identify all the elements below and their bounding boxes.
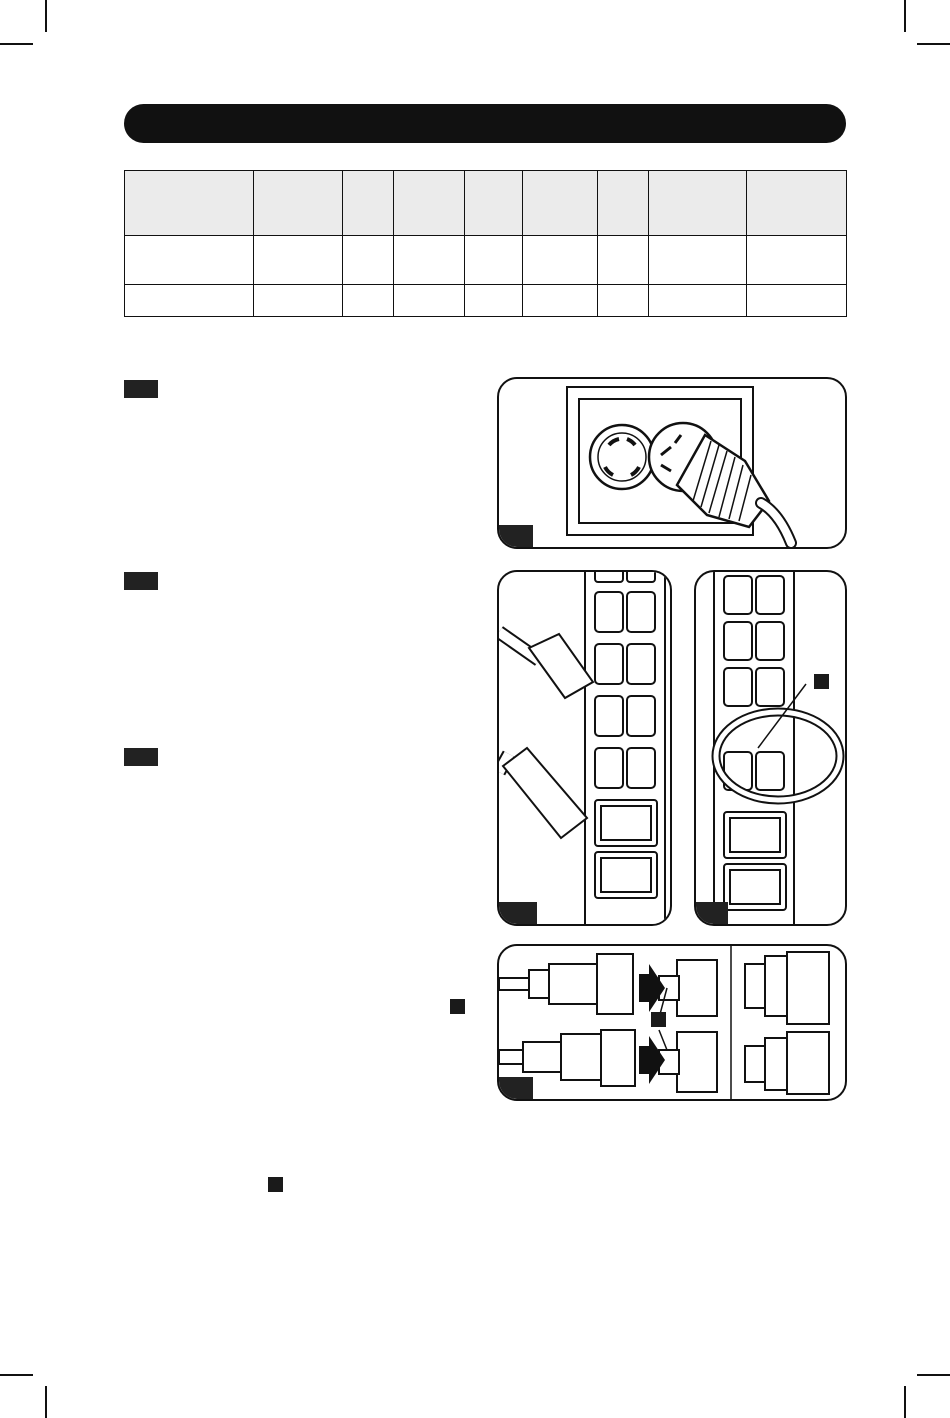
table-cell: [747, 171, 847, 236]
section-title-bar: [124, 104, 846, 143]
table-cell: [343, 171, 394, 236]
step-number-box: [124, 572, 158, 590]
figure-locking-connectors: [497, 944, 847, 1101]
table-cell: [125, 236, 254, 285]
figure-label-tab: [499, 902, 537, 924]
callout-marker-icon: [651, 1012, 666, 1027]
figure-pdu-cords: [497, 570, 672, 926]
table-cell: [523, 171, 598, 236]
crop-mark: [904, 0, 906, 32]
table-cell: [747, 236, 847, 285]
crop-mark: [0, 1374, 33, 1376]
pdu-outlet-icon: [499, 572, 672, 926]
figure-label-tab: [499, 525, 533, 547]
plug-icon: [499, 379, 847, 549]
step-number-box: [124, 380, 158, 398]
table-cell: [254, 236, 343, 285]
crop-mark: [917, 1374, 950, 1376]
table-cell: [254, 285, 343, 317]
table-cell: [598, 171, 649, 236]
crop-mark: [917, 43, 950, 45]
table-cell: [394, 236, 465, 285]
table-row: [125, 236, 847, 285]
arrow-right-icon: [639, 964, 665, 1012]
callout-marker-icon: [814, 674, 829, 689]
figure-plug-receptacle: [497, 377, 847, 549]
table-cell: [523, 285, 598, 317]
table-cell: [523, 236, 598, 285]
table-cell: [125, 285, 254, 317]
table-cell: [343, 236, 394, 285]
table-cell: [394, 171, 465, 236]
table-cell: [465, 171, 523, 236]
table-cell: [343, 285, 394, 317]
table-cell: [649, 236, 747, 285]
crop-mark: [904, 1386, 906, 1418]
table-cell: [747, 285, 847, 317]
crop-mark: [45, 0, 47, 32]
figure-label-tab: [499, 1077, 533, 1099]
callout-marker-icon: [268, 1177, 283, 1192]
table-cell: [254, 171, 343, 236]
table-row: [125, 285, 847, 317]
crop-mark: [0, 43, 33, 45]
spec-table: [124, 170, 847, 317]
arrow-right-icon: [639, 1036, 665, 1084]
plug-icon: [499, 946, 847, 1101]
table-cell: [649, 285, 747, 317]
step-number-box: [124, 748, 158, 766]
callout-marker-icon: [450, 999, 465, 1014]
table-cell: [598, 236, 649, 285]
table-cell: [649, 171, 747, 236]
figure-cord-retention: [694, 570, 847, 926]
pdu-outlet-icon: [696, 572, 847, 926]
table-cell: [394, 285, 465, 317]
table-cell: [125, 171, 254, 236]
crop-mark: [45, 1386, 47, 1418]
table-cell: [465, 236, 523, 285]
table-cell: [465, 285, 523, 317]
table-cell: [598, 285, 649, 317]
table-header-row: [125, 171, 847, 236]
figure-label-tab: [696, 902, 728, 924]
